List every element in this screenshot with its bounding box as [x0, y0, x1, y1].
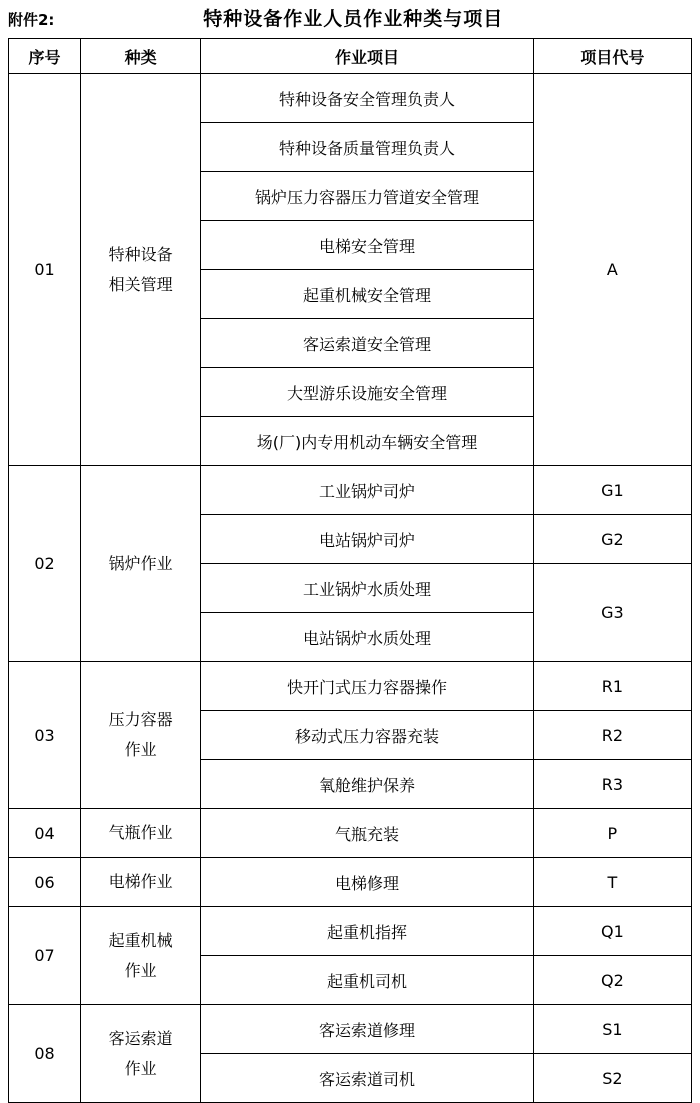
- table-row: [9, 74, 692, 123]
- row-category-06: 电梯作业: [81, 858, 201, 907]
- table-head: [9, 39, 692, 74]
- table-row: [9, 858, 692, 907]
- row-item: 起重机指挥: [201, 907, 533, 956]
- row-no-08: 08: [9, 1005, 81, 1103]
- table-row: [9, 466, 692, 515]
- row-item: 工业锅炉司炉: [201, 466, 533, 515]
- row-code: A: [533, 74, 691, 466]
- row-item: 锅炉压力容器压力管道安全管理: [201, 172, 533, 221]
- row-item: 大型游乐设施安全管理: [201, 368, 533, 417]
- table-row: [9, 809, 692, 858]
- row-code: Q2: [533, 956, 691, 1005]
- row-no-02: 02: [9, 466, 81, 662]
- row-item: 场(厂)内专用机动车辆安全管理: [201, 417, 533, 466]
- row-item: 工业锅炉水质处理: [201, 564, 533, 613]
- row-item: 电站锅炉水质处理: [201, 613, 533, 662]
- row-code: G1: [533, 466, 691, 515]
- table-row: [9, 1005, 692, 1054]
- row-code: G2: [533, 515, 691, 564]
- document-header: [8, 6, 692, 32]
- row-code: G3: [533, 564, 691, 662]
- column-header-code: 项目代号: [533, 39, 691, 74]
- row-item: 电梯修理: [201, 858, 533, 907]
- row-code: R3: [533, 760, 691, 809]
- row-no-07: 07: [9, 907, 81, 1005]
- row-code: Q1: [533, 907, 691, 956]
- row-category-04: 气瓶作业: [81, 809, 201, 858]
- table-body: [9, 74, 692, 1103]
- attachment-label: 附件2:: [8, 11, 55, 29]
- row-item: 客运索道司机: [201, 1054, 533, 1103]
- table-header-row: [9, 39, 692, 74]
- row-code: R1: [533, 662, 691, 711]
- column-header-no: 序号: [9, 39, 81, 74]
- row-item: 起重机械安全管理: [201, 270, 533, 319]
- row-no-03: 03: [9, 662, 81, 809]
- row-item: 特种设备安全管理负责人: [201, 74, 533, 123]
- row-item: 电梯安全管理: [201, 221, 533, 270]
- row-item: 客运索道修理: [201, 1005, 533, 1054]
- row-category-02: 锅炉作业: [81, 466, 201, 662]
- row-code: R2: [533, 711, 691, 760]
- row-item: 移动式压力容器充装: [201, 711, 533, 760]
- page-title: 特种设备作业人员作业种类与项目: [203, 8, 504, 30]
- row-code: S2: [533, 1054, 691, 1103]
- row-code: T: [533, 858, 691, 907]
- column-header-category: 种类: [81, 39, 201, 74]
- table-row: [9, 662, 692, 711]
- row-category-01: 特种设备 相关管理: [81, 74, 201, 466]
- row-no-01: 01: [9, 74, 81, 466]
- row-item: 快开门式压力容器操作: [201, 662, 533, 711]
- row-code: S1: [533, 1005, 691, 1054]
- row-item: 起重机司机: [201, 956, 533, 1005]
- row-category-07: 起重机械 作业: [81, 907, 201, 1005]
- row-item: 氧舱维护保养: [201, 760, 533, 809]
- row-item: 客运索道安全管理: [201, 319, 533, 368]
- row-item: 气瓶充装: [201, 809, 533, 858]
- row-item: 特种设备质量管理负责人: [201, 123, 533, 172]
- operation-categories-table: [8, 38, 692, 1103]
- row-no-04: 04: [9, 809, 81, 858]
- table-row: [9, 907, 692, 956]
- row-code: P: [533, 809, 691, 858]
- row-no-06: 06: [9, 858, 81, 907]
- row-category-08: 客运索道 作业: [81, 1005, 201, 1103]
- column-header-item: 作业项目: [201, 39, 533, 74]
- row-item: 电站锅炉司炉: [201, 515, 533, 564]
- row-category-03: 压力容器 作业: [81, 662, 201, 809]
